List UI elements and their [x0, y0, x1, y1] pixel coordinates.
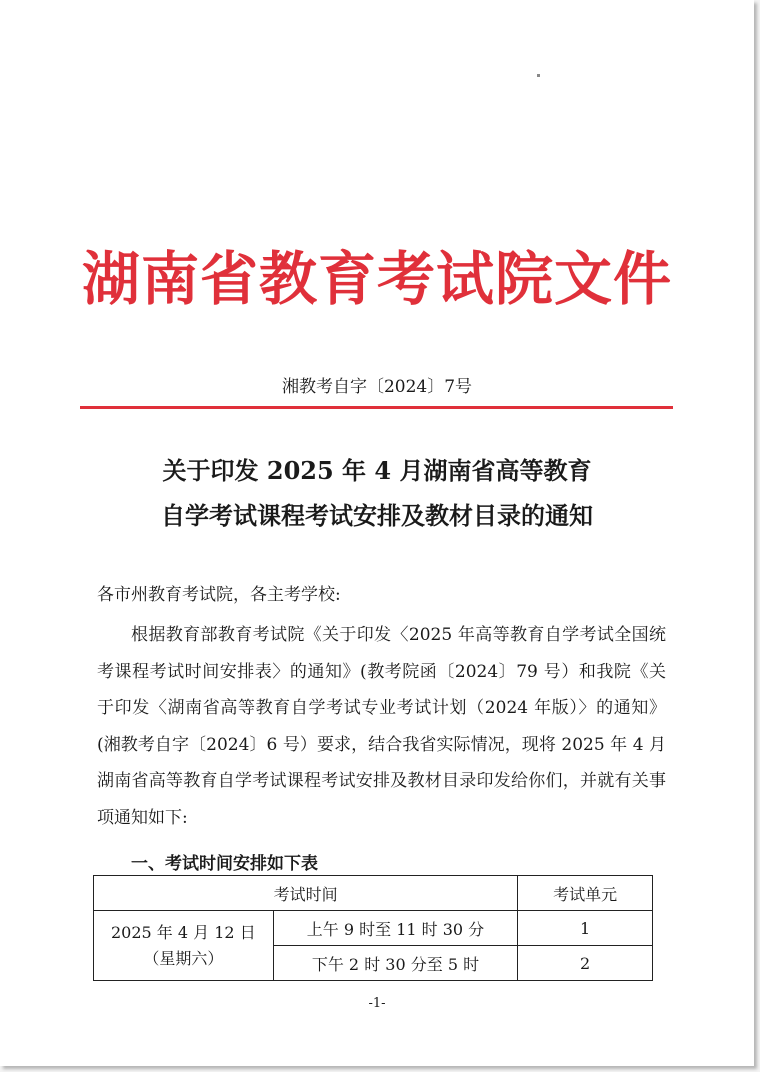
- table-header-row: [94, 876, 653, 911]
- exam-schedule-table: [93, 875, 653, 981]
- body-paragraph: 根据教育部教育考试院《关于印发〈2025 年高等教育自学考试全国统考课程考试时间安排表〉的通知》(教考院函〔2024〕79 号）和我院《关于印发〈湖南省高等教育自学考试专业考试计划（2024 年版）〉的通知》(湘教考自字〔2024〕6 号）要求，结合我省实际情况，现将 2025 年 4 月湖南省高等教育自学考试课程考试安排及教材目录印发给你们，并就有关事项通知如下:: [97, 625, 666, 828]
- header-exam-unit: 考试单元: [518, 876, 653, 911]
- document-header-title: 湖南省教育考试院文件: [81, 245, 672, 313]
- exam-weekday: （星期六）: [143, 948, 224, 968]
- header-red-rule: [80, 406, 673, 409]
- page-number: -1-: [368, 996, 386, 1011]
- exam-unit-cell: 2: [518, 946, 653, 981]
- table-row: [94, 911, 653, 946]
- exam-time-cell: 上午 9 时至 11 时 30 分: [273, 911, 518, 946]
- scan-speck: [537, 74, 540, 77]
- exam-date-cell: [94, 911, 274, 981]
- notice-title-line-2: 自学考试课程考试安排及教材目录的通知: [161, 501, 593, 530]
- section-heading-exam-schedule: 一、考试时间安排如下表: [131, 854, 318, 874]
- header-exam-time: 考试时间: [94, 876, 518, 911]
- exam-time-cell: 下午 2 时 30 分至 5 时: [273, 946, 518, 981]
- exam-unit-cell: 1: [518, 911, 653, 946]
- exam-date: 2025 年 4 月 12 日: [111, 922, 256, 942]
- document-number: 湘教考自字〔2024〕7号: [281, 377, 473, 397]
- salutation: 各市州教育考试院，各主考学校:: [97, 585, 341, 605]
- notice-title-line-1: 关于印发 2025 年 4 月湖南省高等教育: [162, 456, 592, 485]
